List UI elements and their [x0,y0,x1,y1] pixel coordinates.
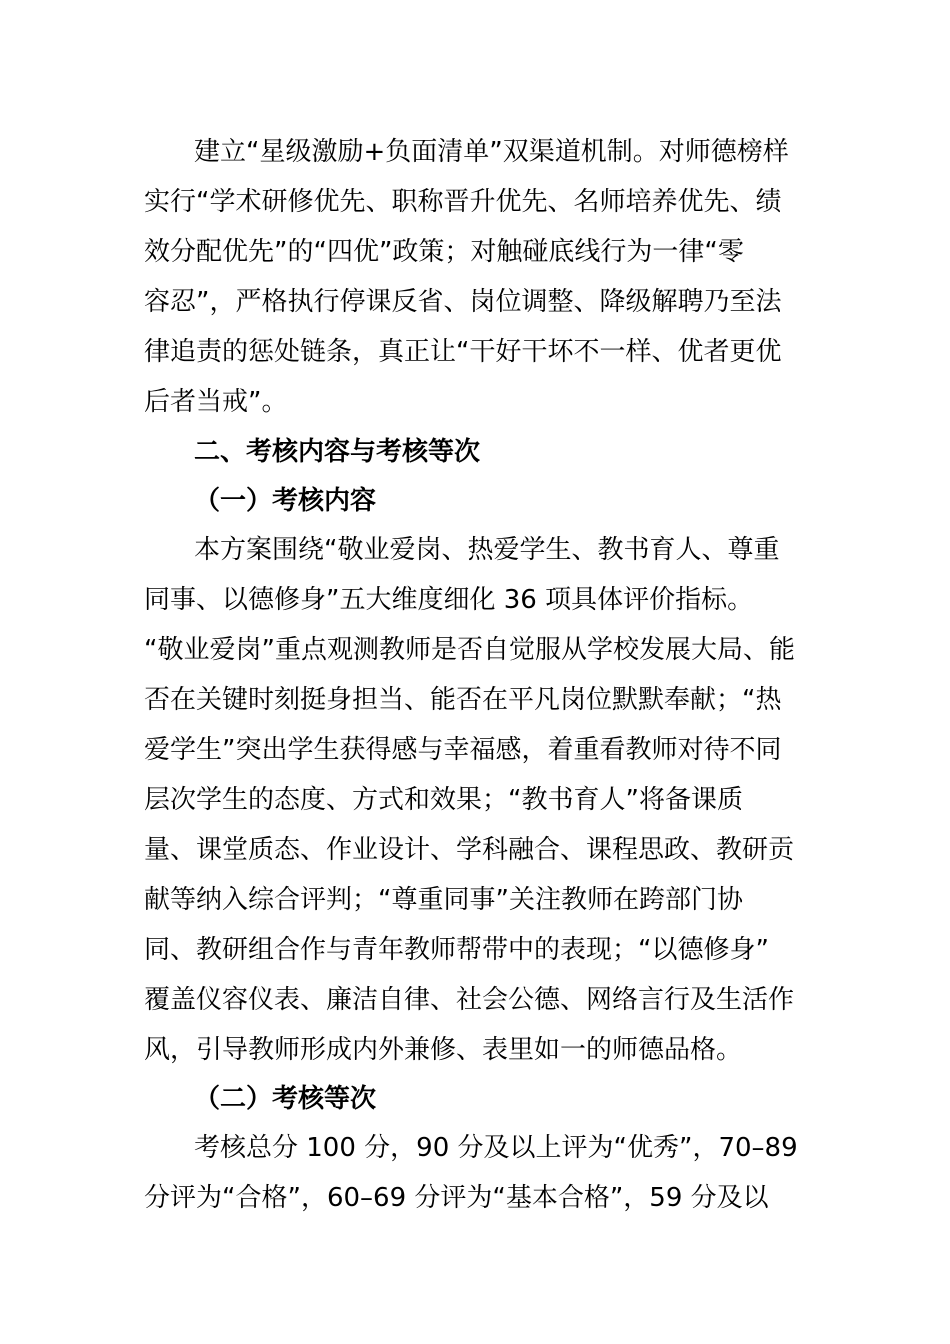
paragraph-line-5: 律追责的惩处链条，真正让“干好干坏不一样、优者更优 [144,337,782,367]
paragraph-line-18: 覆盖仪容仪表、廉洁自律、社会公德、网络言行及生活作 [144,985,795,1015]
paragraph-line-16: 献等纳入综合评判；“尊重同事”关注教师在跨部门协 [144,885,743,915]
paragraph-line-10: 同事、以德修身”五大维度细化 36 项具体评价指标。 [144,585,754,615]
paragraph-line-2: 实行“学术研修优先、职称晋升优先、名师培养优先、绩 [144,187,782,217]
paragraph-line-21: 考核总分 100 分，90 分及以上评为“优秀”，70–89 [194,1133,798,1163]
paragraph-line-17: 同、教研组合作与青年教师帮带中的表现；“以德修身” [144,935,769,965]
paragraph-line-3: 效分配优先”的“四优”政策；对触碰底线行为一律“零 [144,237,744,267]
paragraph-line-9: 本方案围绕“敬业爱岗、热爱学生、教书育人、尊重 [194,535,780,565]
paragraph-line-13: 爱学生”突出学生获得感与幸福感，着重看教师对待不同 [144,735,782,765]
paragraph-line-4: 容忍”，严格执行停课反省、岗位调整、降级解聘乃至法 [144,287,782,317]
section-heading: 二、考核内容与考核等次 [194,437,481,467]
paragraph-line-22: 分评为“合格”，60–69 分评为“基本合格”，59 分及以 [144,1183,769,1213]
paragraph-line-11: “敬业爱岗”重点观测教师是否自觉服从学校发展大局、能 [144,635,795,665]
subsection-heading-content: （一）考核内容 [194,486,377,516]
subsection-heading-grades: （二）考核等次 [194,1084,377,1114]
paragraph-line-19: 风，引导教师形成内外兼修、表里如一的师德品格。 [144,1035,743,1065]
paragraph-line-14: 层次学生的态度、方式和效果；“教书育人”将备课质 [144,785,743,815]
paragraph-line-12: 否在关键时刻挺身担当、能否在平凡岗位默默奉献；“热 [144,685,782,715]
paragraph-line-1: 建立“星级激励+负面清单”双渠道机制。对师德榜样 [194,137,789,167]
paragraph-line-15: 量、课堂质态、作业设计、学科融合、课程思政、教研贡 [144,835,795,865]
paragraph-line-6: 后者当戒”。 [144,387,288,417]
